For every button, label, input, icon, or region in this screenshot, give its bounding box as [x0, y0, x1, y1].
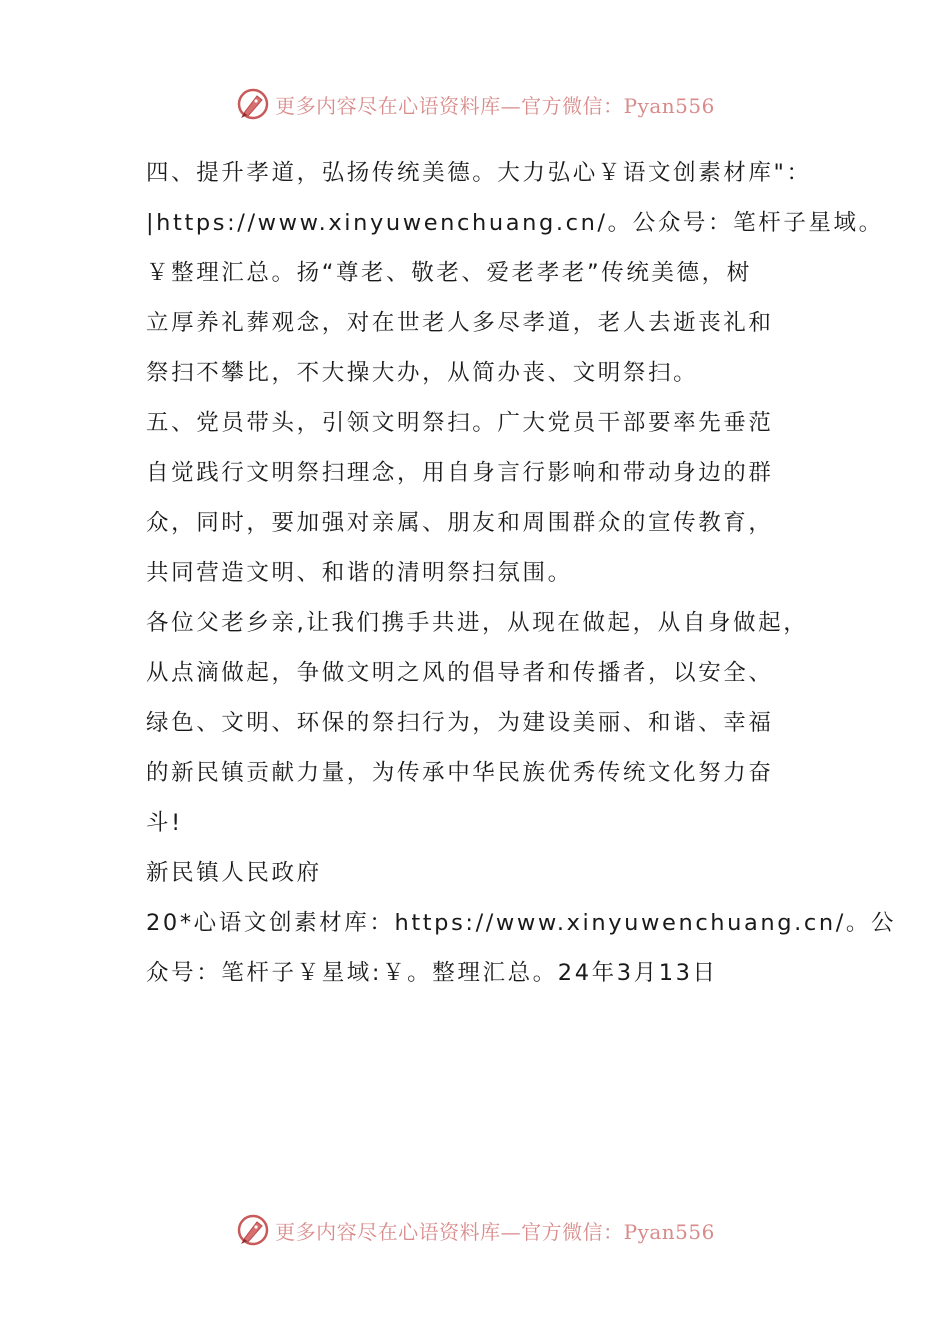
text-line: |https://www.xinyuwenchuang.cn/。公众号：笔杆子星域。	[146, 210, 884, 236]
text-line: 斗!	[146, 810, 183, 836]
date-line: 众号：笔杆子￥星域:￥。整理汇总。24年3月13日	[146, 960, 718, 986]
text-line: 五、党员带头，引领文明祭扫。广大党员干部要率先垂范	[146, 410, 774, 436]
text-line: 20*心语文创素材库：https://www.xinyuwenchuang.cn/。公	[146, 910, 897, 936]
text-line: 从点滴做起，争做文明之风的倡导者和传播者，以安全、	[146, 660, 774, 686]
footer-banner	[0, 1208, 950, 1252]
pen-nib-logo-icon	[235, 86, 271, 122]
document-body	[146, 148, 897, 998]
text-line: ￥整理汇总。扬“尊老、敬老、爱老孝老”传统美德，树	[146, 260, 752, 286]
signature-line: 新民镇人民政府	[146, 860, 322, 886]
text-line: 自觉践行文明祭扫理念，用自身言行影响和带动身边的群	[146, 460, 774, 486]
text-line: 立厚养礼葬观念，对在世老人多尽孝道，老人去逝丧礼和	[146, 310, 774, 336]
text-line: 的新民镇贡献力量，为传承中华民族优秀传统文化努力奋	[146, 760, 774, 786]
banner-text: 更多内容尽在心语资料库—官方微信：Pyan556	[275, 93, 715, 118]
header-banner	[0, 82, 950, 126]
text-line: 祭扫不攀比，不大操大办，从简办丧、文明祭扫。	[146, 360, 699, 386]
text-line: 各位父老乡亲,让我们携手共进，从现在做起，从自身做起，	[146, 610, 809, 636]
text-line: 共同营造文明、和谐的清明祭扫氛围。	[146, 560, 573, 586]
text-line: 绿色、文明、环保的祭扫行为，为建设美丽、和谐、幸福	[146, 710, 774, 736]
text-line: 四、提升孝道，弘扬传统美德。大力弘心￥语文创素材库"：	[146, 160, 812, 186]
text-line: 众，同时，要加强对亲属、朋友和周围群众的宣传教育，	[146, 510, 774, 536]
pen-nib-logo-icon	[235, 1212, 271, 1248]
banner-text: 更多内容尽在心语资料库—官方微信：Pyan556	[275, 1219, 715, 1244]
